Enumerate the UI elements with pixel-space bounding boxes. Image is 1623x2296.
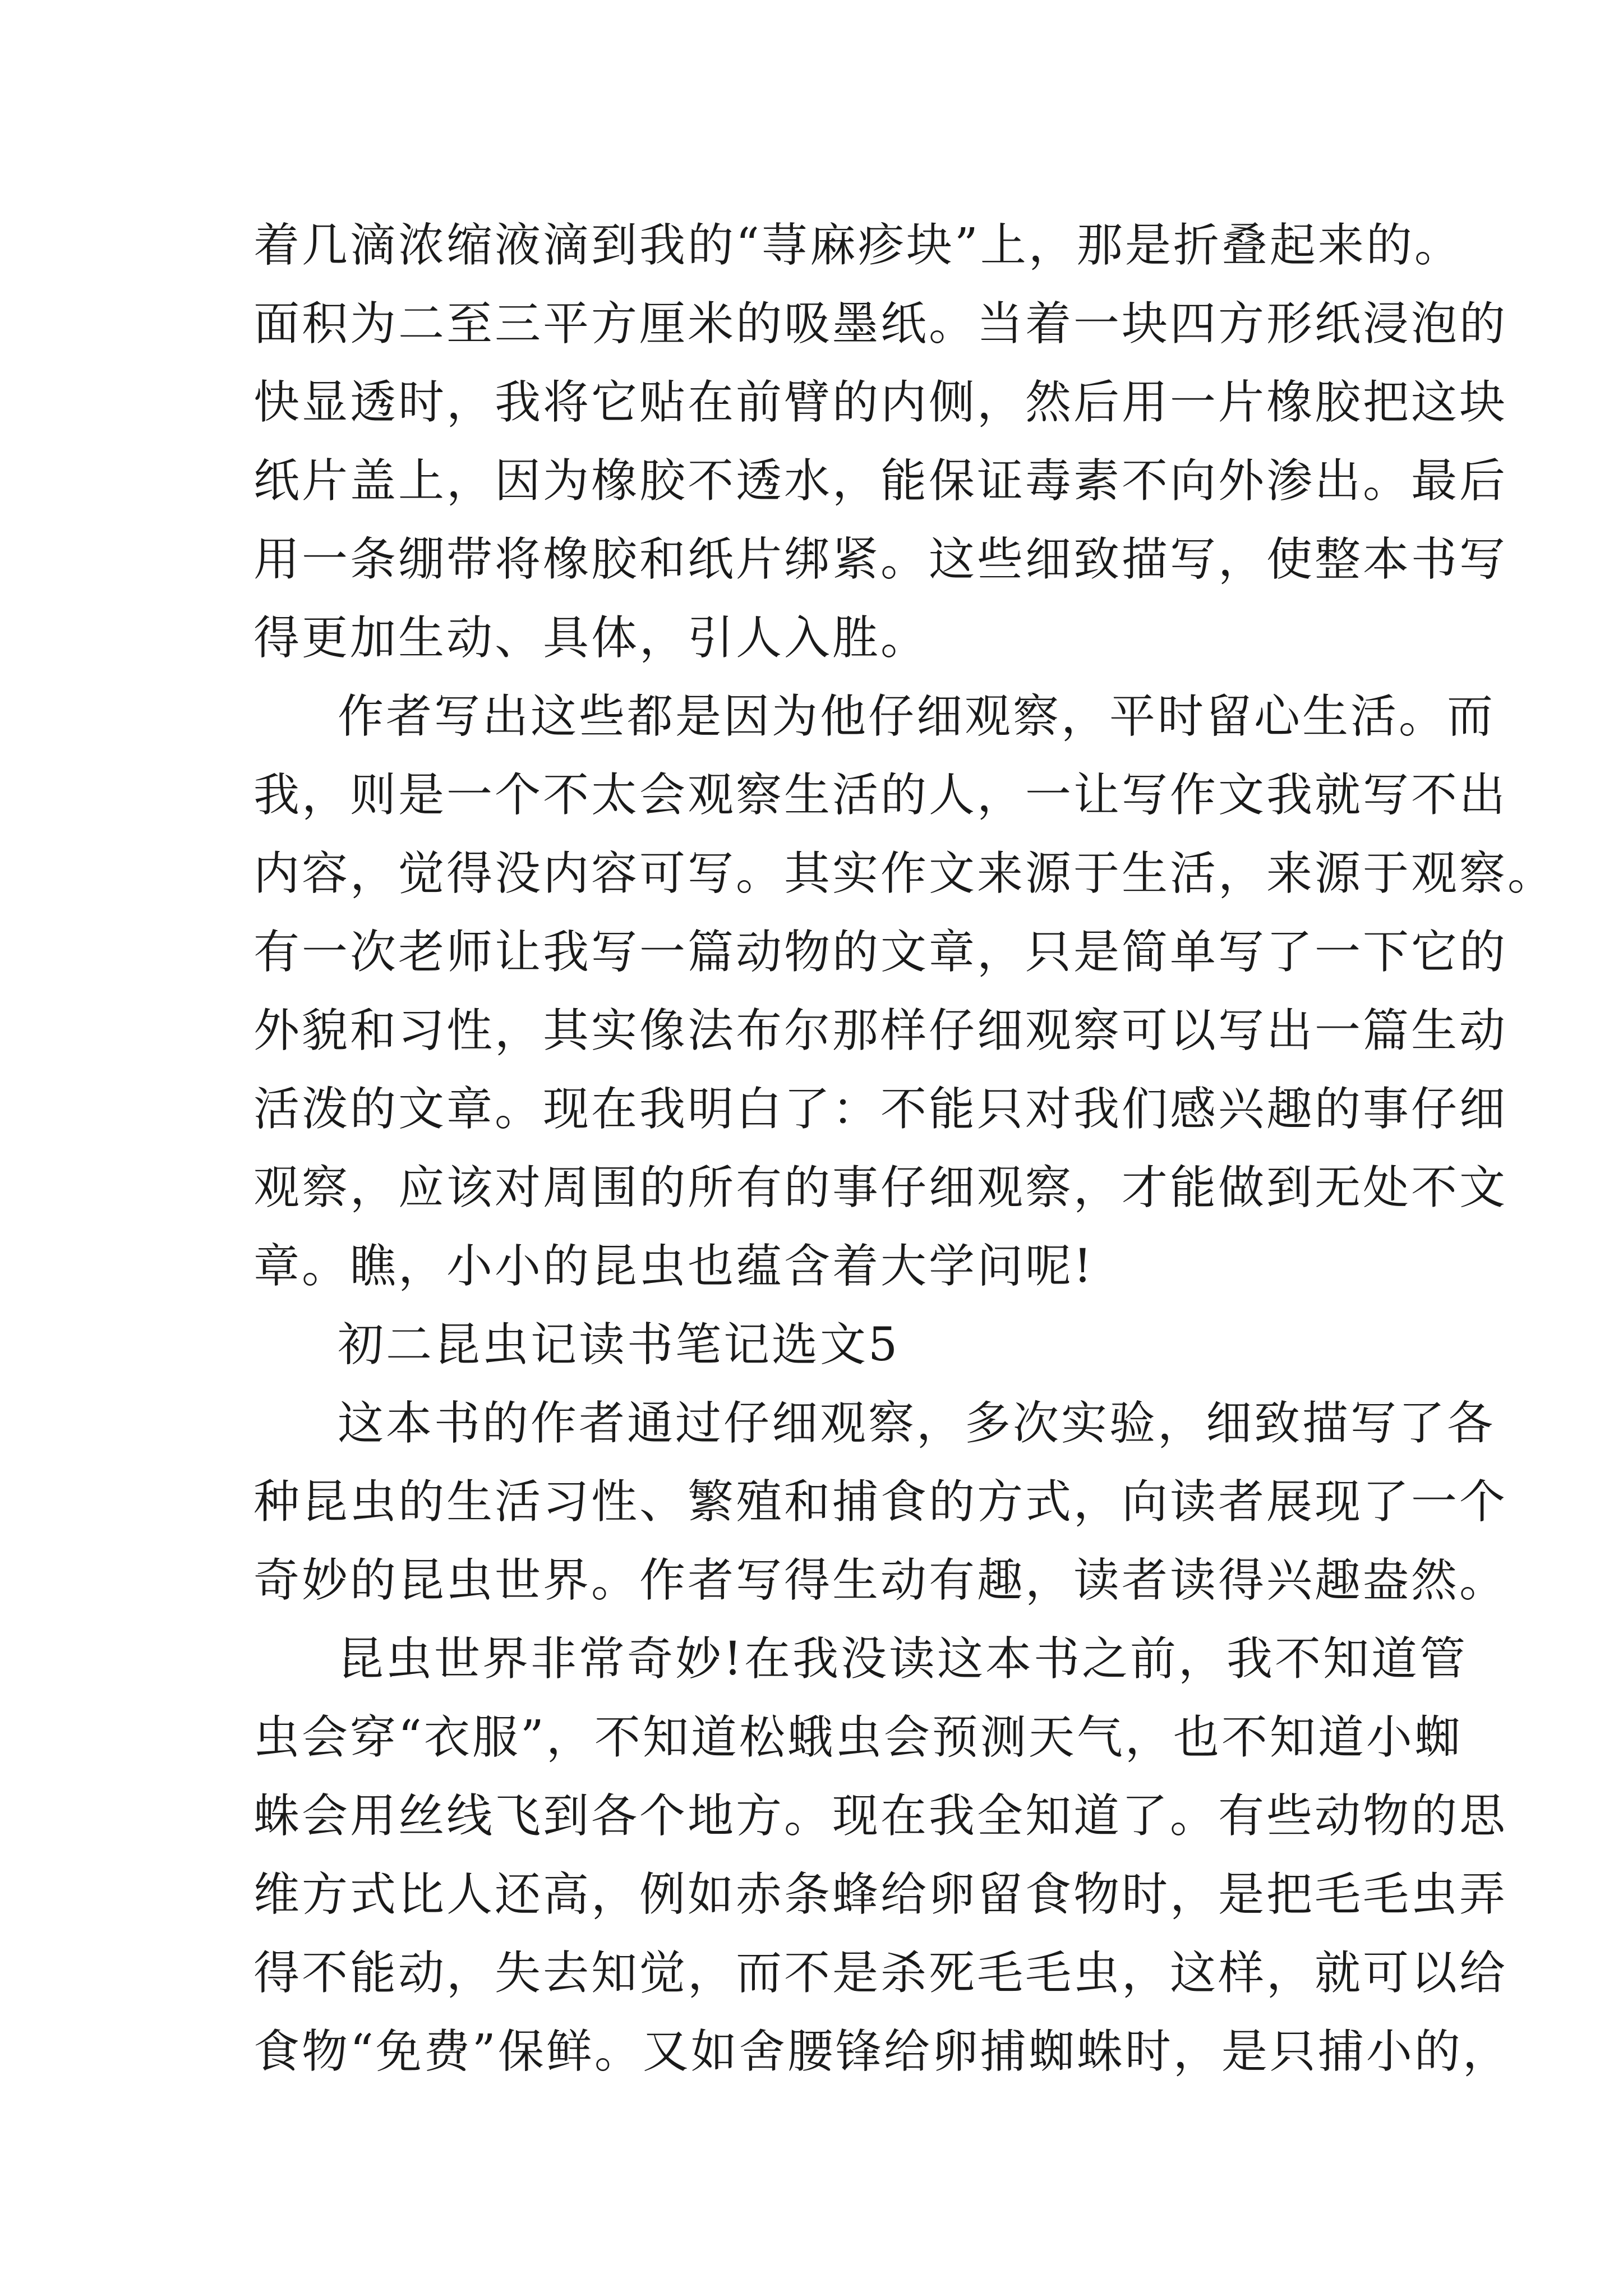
paragraph-line: 我，则是一个不太会观察生活的人，一让写作文我就写不出 xyxy=(253,769,1508,822)
paragraph-line: 有一次老师让我写一篇动物的文章，只是简单写了一下它的 xyxy=(253,926,1508,979)
paragraph-first-line: 这本书的作者通过仔细观察，多次实验，细致描写了各 xyxy=(338,1397,1496,1450)
paragraph-line: 奇妙的昆虫世界。作者写得生动有趣，读者读得兴趣盎然。 xyxy=(253,1554,1508,1607)
paragraph-line: 用一条绷带将橡胶和纸片绑紧。这些细致描写，使整本书写 xyxy=(253,533,1508,586)
paragraph-line: 外貌和习性，其实像法布尔那样仔细观察可以写出一篇生动 xyxy=(253,1004,1508,1057)
document-body xyxy=(253,206,1556,2091)
paragraph-line: 得不能动，失去知觉，而不是杀死毛毛虫，这样，就可以给 xyxy=(253,1947,1508,2000)
paragraph-line: 章。瞧，小小的昆虫也蕴含着大学问呢! xyxy=(253,1240,1094,1293)
paragraph-line: 观察，应该对周围的所有的事仔细观察，才能做到无处不文 xyxy=(253,1161,1508,1214)
paragraph-line: 得更加生动、具体，引人入胜。 xyxy=(253,611,929,665)
paragraph-line: 食物“免费”保鲜。又如舍腰锋给卵捕蜘蛛时，是只捕小的， xyxy=(253,2025,1511,2078)
paragraph-line: 面积为二至三平方厘米的吸墨纸。当着一块四方形纸浸泡的 xyxy=(253,297,1508,351)
paragraph-line: 种昆虫的生活习性、繁殖和捕食的方式，向读者展现了一个 xyxy=(253,1475,1508,1529)
paragraph-first-line: 昆虫世界非常奇妙!在我没读这本书之前，我不知道管 xyxy=(338,1632,1468,1686)
paragraph-line: 内容，觉得没内容可写。其实作文来源于生活，来源于观察。 xyxy=(253,847,1556,900)
paragraph-line: 活泼的文章。现在我明白了：不能只对我们感兴趣的事仔细 xyxy=(253,1083,1508,1136)
paragraph-first-line: 初二昆虫记读书笔记选文5 xyxy=(338,1318,900,1372)
paragraph-line: 维方式比人还高，例如赤条蜂给卵留食物时，是把毛毛虫弄 xyxy=(253,1868,1508,1921)
paragraph-line: 快显透时，我将它贴在前臂的内侧，然后用一片橡胶把这块 xyxy=(253,376,1508,429)
paragraph-line: 蛛会用丝线飞到各个地方。现在我全知道了。有些动物的思 xyxy=(253,1789,1508,1843)
paragraph-line: 虫会穿“衣服”，不知道松蛾虫会预测天气，也不知道小蜘 xyxy=(253,1711,1463,1764)
paragraph-line: 纸片盖上，因为橡胶不透水，能保证毒素不向外渗出。最后 xyxy=(253,454,1508,508)
paragraph-first-line: 作者写出这些都是因为他仔细观察，平时留心生活。而 xyxy=(338,690,1496,743)
paragraph-line: 着几滴浓缩液滴到我的“荨麻疹块”上，那是折叠起来的。 xyxy=(253,219,1463,272)
